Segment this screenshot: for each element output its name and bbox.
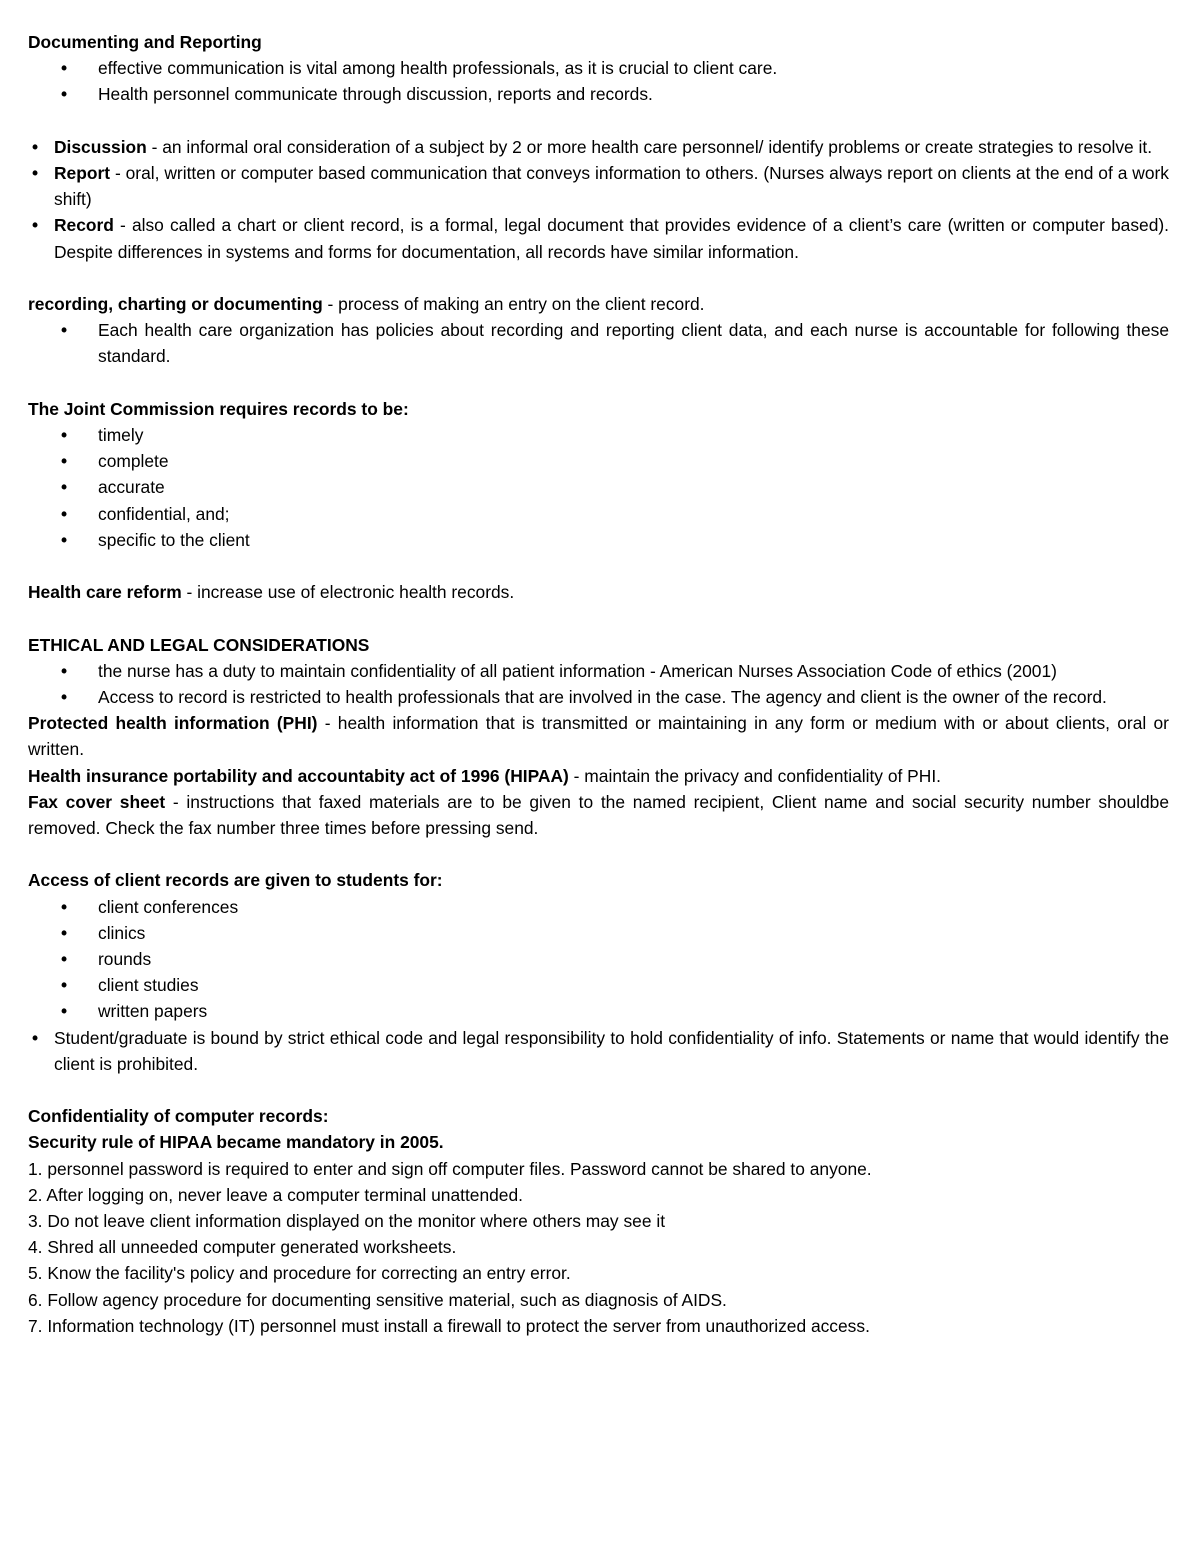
- list-item: • Student/graduate is bound by strict ethical code and legal responsibility to hold confidentiality of info. Statements or name that would identify the client is prohibited.: [28, 1025, 1169, 1077]
- definition-text: - maintain the privacy and confidentiality of PHI.: [568, 765, 941, 786]
- joint-commission-list: [28, 422, 1169, 553]
- list-item: • the nurse has a duty to maintain confidentiality of all patient information - American Nurses Association Code of ethics (2001): [28, 658, 1169, 684]
- list-item: • Each health care organization has policies about recording and reporting client data, and each nurse is accountable for following these standard.: [28, 317, 1169, 369]
- recording-bullet-list: [28, 317, 1169, 369]
- list-item: • effective communication is vital among health professionals, as it is crucial to client care.: [28, 55, 1169, 81]
- definition-list: [28, 134, 1169, 265]
- list-item: • Access to record is restricted to health professionals that are involved in the case. The agency and client is the owner of the record.: [28, 684, 1169, 710]
- list-item: • client studies: [28, 972, 1169, 998]
- definition-term: Discussion: [54, 136, 147, 157]
- definition-term: Report: [54, 163, 111, 183]
- list-item: 4. Shred all unneeded computer generated worksheets.: [28, 1237, 457, 1258]
- definition-discussion: [28, 134, 1169, 160]
- document-title: Documenting and Reporting: [28, 32, 262, 52]
- list-item: 6. Follow agency procedure for documenting sensitive material, such as diagnosis of AIDS.: [28, 1289, 727, 1310]
- definition-text: - process of making an entry on the client record.: [322, 294, 705, 314]
- document-page: [28, 29, 1169, 1339]
- definition-term: Protected health information (PHI): [28, 713, 318, 734]
- students-heading: Access of client records are given to students for:: [28, 870, 443, 891]
- computer-heading: Confidentiality of computer records:: [28, 1106, 329, 1127]
- definition-term: recording, charting or documenting: [28, 294, 323, 314]
- list-item: • specific to the client: [28, 527, 1169, 553]
- list-item: 1. personnel password is required to enter and sign off computer files. Password cannot be shared to anyone.: [28, 1158, 872, 1179]
- definition-text: - health information that is transmitted or maintaining in any form or medium with or about clients, oral or written.: [28, 713, 1169, 760]
- definition-text: - increase use of electronic health records.: [181, 582, 515, 603]
- definition-text: - also called a chart or client record, is a formal, legal document that provides evidence of a client’s care (written or computer based). Despite differences in systems and forms for documentation, all records have similar information.: [54, 215, 1169, 262]
- ethical-bullet-list: [28, 658, 1169, 710]
- list-item: 2. After logging on, never leave a computer terminal unattended.: [28, 1184, 523, 1205]
- list-item: 7. Information technology (IT) personnel must install a firewall to protect the server from unauthorized access.: [28, 1315, 870, 1336]
- definition-text: - instructions that faxed materials are to be given to the named recipient, Client name and social security number shouldbe removed. Check the fax number three times before pressing send.: [28, 791, 1169, 839]
- list-item: • Health personnel communicate through discussion, reports and records.: [28, 81, 1169, 107]
- joint-commission-heading: The Joint Commission requires records to be:: [28, 398, 409, 419]
- list-item: 5. Know the facility's policy and procedure for correcting an entry error.: [28, 1263, 571, 1284]
- hipaa-definition: [28, 763, 1169, 789]
- list-item: • confidential, and;: [28, 501, 1169, 527]
- list-item: • timely: [28, 422, 1169, 448]
- list-item: • client conferences: [28, 894, 1169, 920]
- intro-bullet-list: [28, 55, 1169, 107]
- list-item: • clinics: [28, 920, 1169, 946]
- list-item: • accurate: [28, 474, 1169, 500]
- students-list: [28, 894, 1169, 1025]
- definition-text: - an informal oral consideration of a subject by 2 or more health care personnel/ identify problems or create strategies to resolve it.: [146, 136, 1153, 157]
- definition-report: [28, 160, 1169, 212]
- security-rule-heading: Security rule of HIPAA became mandatory in 2005.: [28, 1132, 444, 1153]
- reform-definition: [28, 579, 1169, 605]
- list-item: • complete: [28, 448, 1169, 474]
- list-item: • rounds: [28, 946, 1169, 972]
- definition-term: Health insurance portability and accountabity act of 1996 (HIPAA): [28, 765, 569, 786]
- ethical-heading: ETHICAL AND LEGAL CONSIDERATIONS: [28, 634, 370, 655]
- fax-definition: [28, 789, 1169, 841]
- phi-definition: [28, 710, 1169, 762]
- definition-text: - oral, written or computer based communication that conveys information to others. (Nurses always report on clients at the end of a work shift): [54, 163, 1169, 210]
- recording-definition: [28, 291, 1169, 317]
- definition-term: Health care reform: [28, 582, 182, 603]
- computer-rules-list: [28, 1156, 1169, 1339]
- list-item: 3. Do not leave client information displayed on the monitor where others may see it: [28, 1211, 666, 1232]
- students-note-list: [28, 1025, 1169, 1077]
- definition-record: [28, 212, 1169, 264]
- definition-term: Fax cover sheet: [28, 791, 166, 812]
- list-item: • written papers: [28, 998, 1169, 1024]
- definition-term: Record: [54, 215, 114, 236]
